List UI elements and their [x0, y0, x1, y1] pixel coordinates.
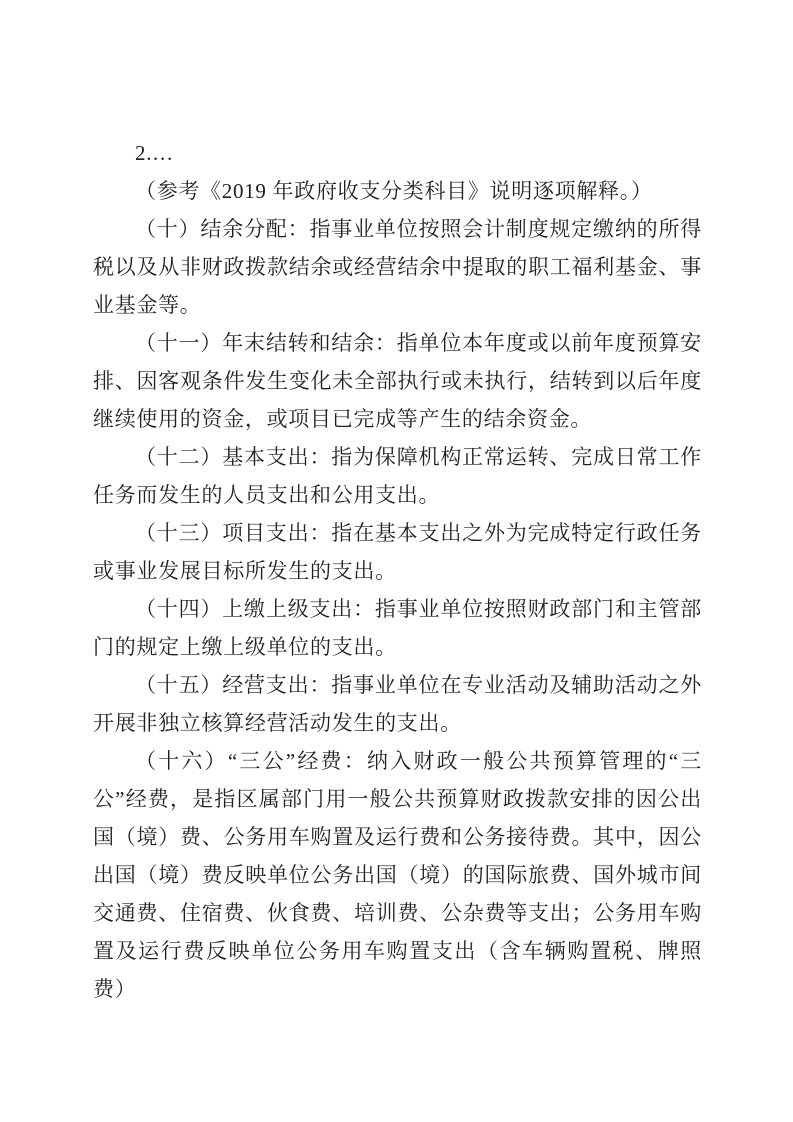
paragraph-term-11-year-end-carryover: （十一）年末结转和结余：指单位本年度或以前年度预算安排、因客观条件发生变化未全部执行或未执行，结转到以后年度继续使用的资金，或项目已完成等产生的结余资金。	[93, 331, 702, 431]
paragraph-term-15-operating-expenditure: （十五）经营支出：指事业单位在专业活动及辅助活动之外开展非独立核算经营活动发生的支出。	[93, 673, 702, 735]
paragraph-term-16-three-public-funds: （十六）“三公”经费：纳入财政一般公共预算管理的“三公”经费，是指区属部门用一般公共预算财政拨款安排的因公出国（境）费、公务用车购置及运行费和公务接待费。其中，因公出国（境）费反映单位公务出国（境）的国际旅费、国外城市间交通费、住宿费、伙食费、培训费、公杂费等支出；公务用车购置及运行费反映单位公务用车购置支出（含车辆购置税、牌照费）	[93, 749, 702, 1001]
paragraph-term-12-basic-expenditure: （十二）基本支出：指为保障机构正常运转、完成日常工作任务而发生的人员支出和公用支出。	[93, 445, 702, 507]
paragraph-item-number-2: 2.…	[135, 141, 174, 165]
paragraph-term-14-payment-to-superior: （十四）上缴上级支出：指事业单位按照财政部门和主管部门的规定上缴上级单位的支出。	[93, 597, 702, 659]
paragraph-reference-note: （参考《2019 年政府收支分类科目》说明逐项解释。）	[135, 179, 653, 203]
paragraph-term-10-surplus-distribution: （十）结余分配：指事业单位按照会计制度规定缴纳的所得税以及从非财政拨款结余或经营结余中提取的职工福利基金、事业基金等。	[93, 217, 702, 317]
document-content	[93, 134, 702, 1008]
paragraph-term-13-project-expenditure: （十三）项目支出：指在基本支出之外为完成特定行政任务或事业发展目标所发生的支出。	[93, 521, 702, 583]
